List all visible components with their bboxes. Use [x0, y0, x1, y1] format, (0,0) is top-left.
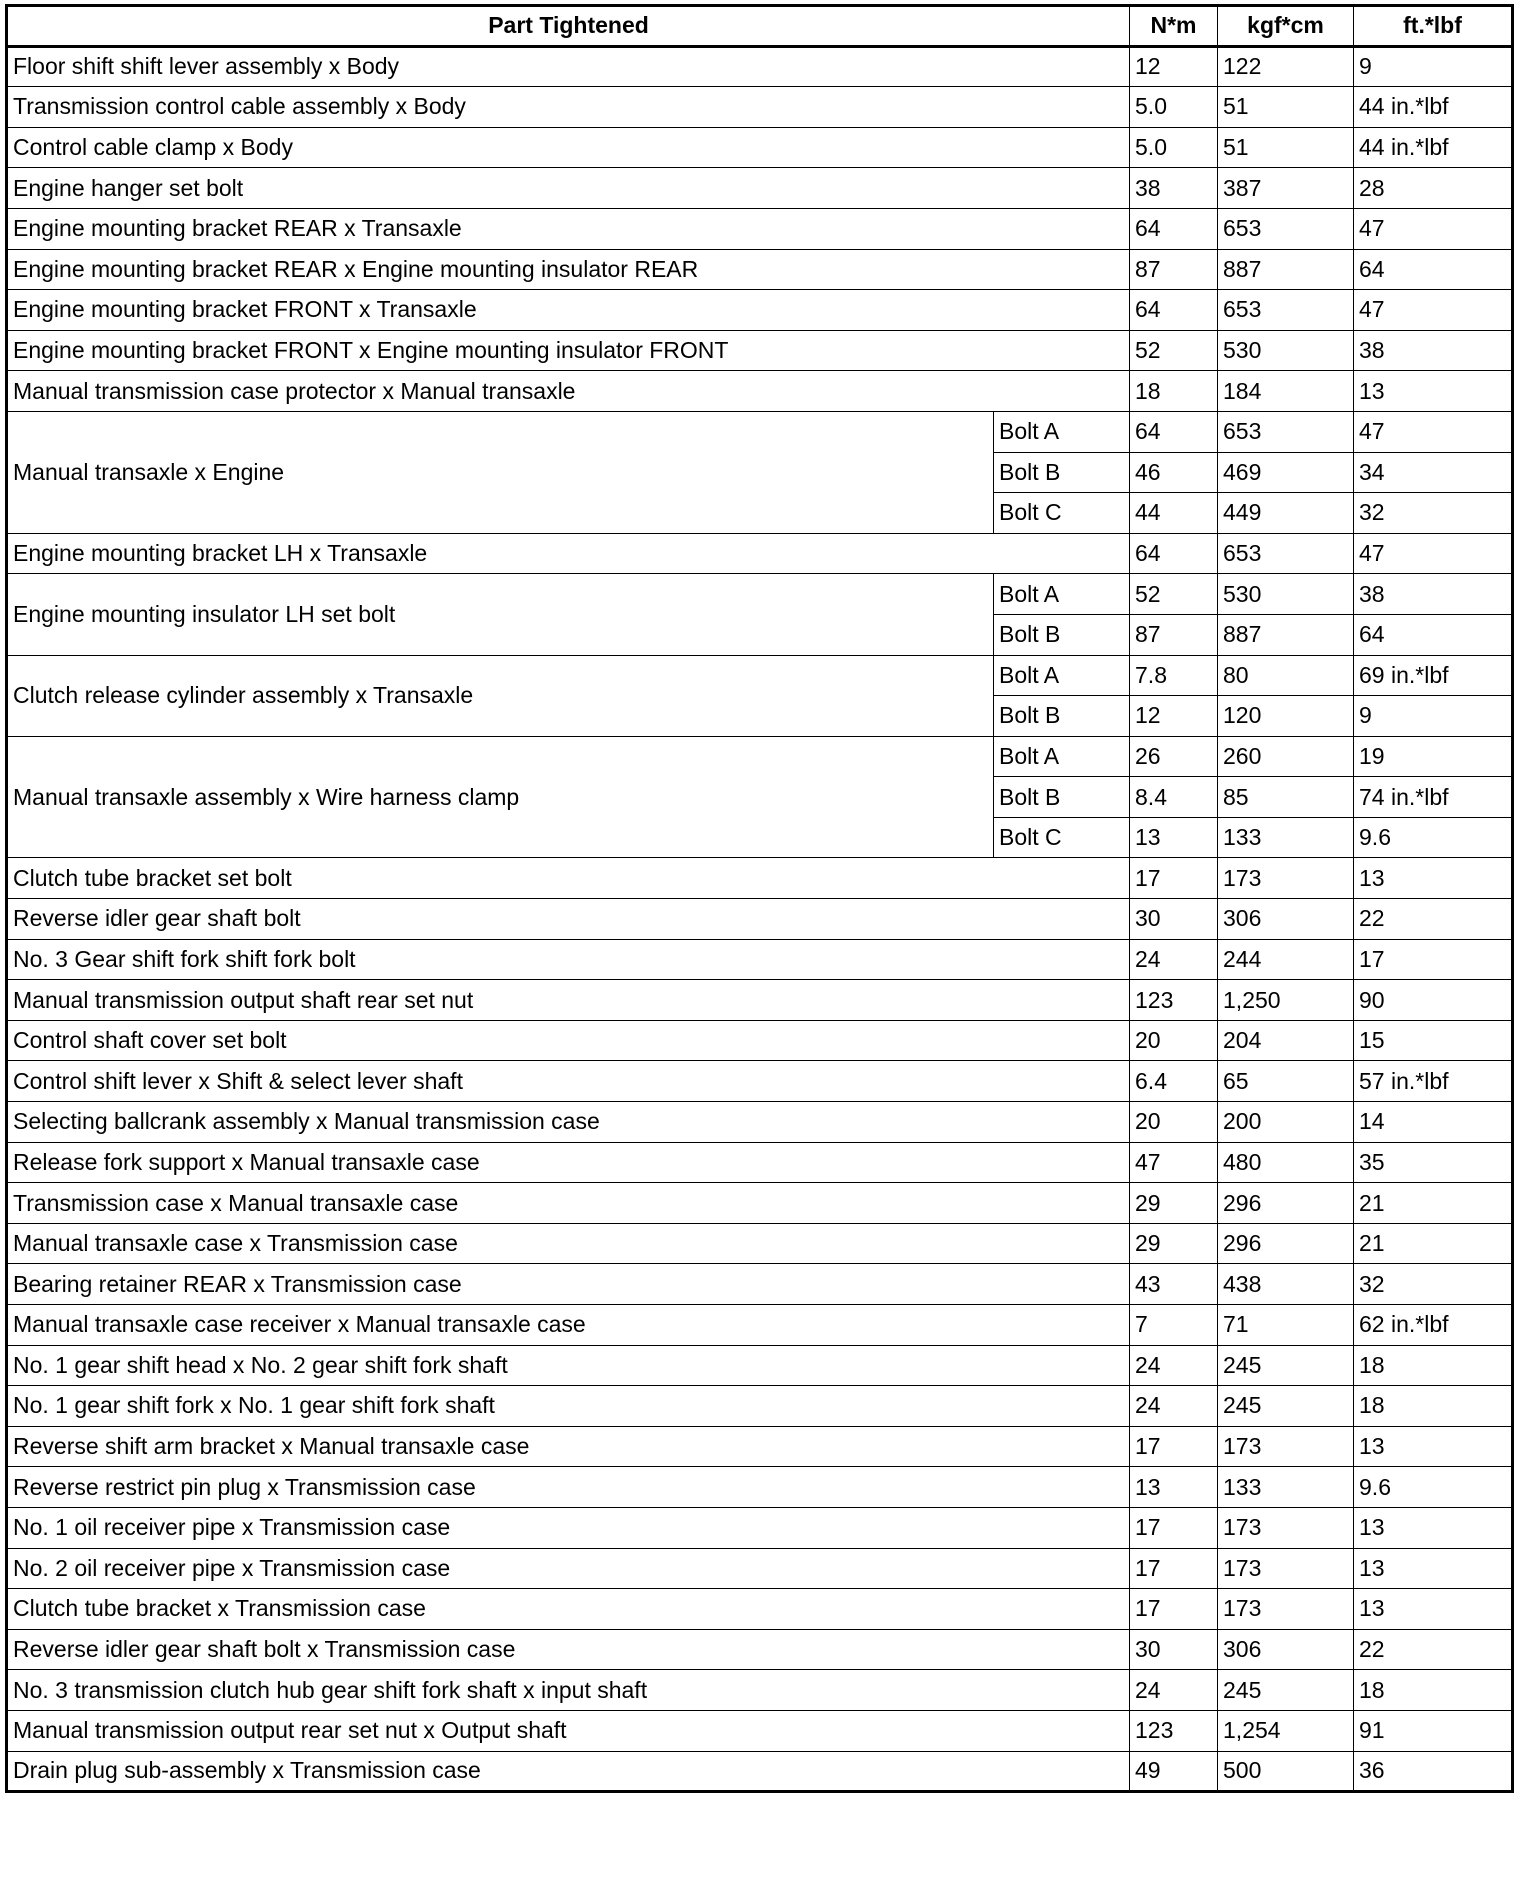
bolt-cell: Bolt C — [994, 817, 1130, 858]
kgf-cell: 387 — [1218, 168, 1354, 209]
kgf-cell: 173 — [1218, 1589, 1354, 1630]
kgf-cell: 500 — [1218, 1751, 1354, 1792]
kgf-cell: 1,254 — [1218, 1710, 1354, 1751]
nm-cell: 24 — [1130, 1345, 1218, 1386]
nm-cell: 52 — [1130, 330, 1218, 371]
ft-cell: 15 — [1354, 1020, 1513, 1061]
part-cell: Selecting ballcrank assembly x Manual transmission case — [7, 1102, 1130, 1143]
table-row — [7, 980, 1513, 1021]
header-kgf-cm: kgf*cm — [1218, 6, 1354, 47]
nm-cell: 64 — [1130, 411, 1218, 452]
nm-cell: 47 — [1130, 1142, 1218, 1183]
table-row — [7, 168, 1513, 209]
table-row — [7, 899, 1513, 940]
ft-cell: 22 — [1354, 899, 1513, 940]
part-cell: Manual transmission case protector x Manual transaxle — [7, 371, 1130, 412]
bolt-cell: Bolt B — [994, 777, 1130, 818]
table-row — [7, 1345, 1513, 1386]
bolt-cell: Bolt B — [994, 452, 1130, 493]
part-cell: No. 3 transmission clutch hub gear shift fork shaft x input shaft — [7, 1670, 1130, 1711]
table-body — [7, 46, 1513, 1792]
nm-cell: 17 — [1130, 1589, 1218, 1630]
kgf-cell: 85 — [1218, 777, 1354, 818]
ft-cell: 28 — [1354, 168, 1513, 209]
kgf-cell: 653 — [1218, 208, 1354, 249]
nm-cell: 13 — [1130, 1467, 1218, 1508]
table-row — [7, 208, 1513, 249]
ft-cell: 34 — [1354, 452, 1513, 493]
header-ft-lbf: ft.*lbf — [1354, 6, 1513, 47]
bolt-cell: Bolt B — [994, 614, 1130, 655]
table-row — [7, 1710, 1513, 1751]
nm-cell: 64 — [1130, 533, 1218, 574]
nm-cell: 24 — [1130, 939, 1218, 980]
ft-cell: 47 — [1354, 208, 1513, 249]
part-cell: No. 3 Gear shift fork shift fork bolt — [7, 939, 1130, 980]
nm-cell: 29 — [1130, 1223, 1218, 1264]
ft-cell: 17 — [1354, 939, 1513, 980]
part-cell: Manual transaxle case x Transmission case — [7, 1223, 1130, 1264]
kgf-cell: 306 — [1218, 1629, 1354, 1670]
nm-cell: 7 — [1130, 1305, 1218, 1346]
table-row — [7, 574, 1513, 615]
part-cell: Engine mounting bracket FRONT x Engine mounting insulator FRONT — [7, 330, 1130, 371]
nm-cell: 87 — [1130, 249, 1218, 290]
kgf-cell: 480 — [1218, 1142, 1354, 1183]
ft-cell: 21 — [1354, 1183, 1513, 1224]
part-cell: Release fork support x Manual transaxle case — [7, 1142, 1130, 1183]
table-row — [7, 1589, 1513, 1630]
part-cell: Manual transaxle case receiver x Manual transaxle case — [7, 1305, 1130, 1346]
table-row — [7, 1264, 1513, 1305]
nm-cell: 8.4 — [1130, 777, 1218, 818]
kgf-cell: 120 — [1218, 696, 1354, 737]
kgf-cell: 245 — [1218, 1345, 1354, 1386]
ft-cell: 47 — [1354, 411, 1513, 452]
part-cell: Reverse shift arm bracket x Manual transaxle case — [7, 1426, 1130, 1467]
kgf-cell: 122 — [1218, 46, 1354, 87]
nm-cell: 44 — [1130, 493, 1218, 534]
header-row — [7, 6, 1513, 47]
part-cell: Clutch release cylinder assembly x Transaxle — [7, 655, 994, 736]
kgf-cell: 80 — [1218, 655, 1354, 696]
table-row — [7, 1507, 1513, 1548]
part-cell: Control shift lever x Shift & select lever shaft — [7, 1061, 1130, 1102]
nm-cell: 87 — [1130, 614, 1218, 655]
ft-cell: 44 in.*lbf — [1354, 127, 1513, 168]
part-cell: Reverse idler gear shaft bolt x Transmission case — [7, 1629, 1130, 1670]
bolt-cell: Bolt A — [994, 736, 1130, 777]
nm-cell: 12 — [1130, 46, 1218, 87]
nm-cell: 38 — [1130, 168, 1218, 209]
nm-cell: 49 — [1130, 1751, 1218, 1792]
kgf-cell: 653 — [1218, 533, 1354, 574]
table-row — [7, 1386, 1513, 1427]
nm-cell: 123 — [1130, 1710, 1218, 1751]
nm-cell: 6.4 — [1130, 1061, 1218, 1102]
nm-cell: 46 — [1130, 452, 1218, 493]
kgf-cell: 296 — [1218, 1183, 1354, 1224]
nm-cell: 7.8 — [1130, 655, 1218, 696]
ft-cell: 9 — [1354, 46, 1513, 87]
table-row — [7, 1751, 1513, 1792]
bolt-cell: Bolt A — [994, 411, 1130, 452]
nm-cell: 29 — [1130, 1183, 1218, 1224]
ft-cell: 18 — [1354, 1670, 1513, 1711]
ft-cell: 44 in.*lbf — [1354, 87, 1513, 128]
ft-cell: 18 — [1354, 1386, 1513, 1427]
kgf-cell: 184 — [1218, 371, 1354, 412]
nm-cell: 18 — [1130, 371, 1218, 412]
table-row — [7, 1223, 1513, 1264]
nm-cell: 26 — [1130, 736, 1218, 777]
ft-cell: 13 — [1354, 1426, 1513, 1467]
table-row — [7, 736, 1513, 777]
part-cell: Floor shift shift lever assembly x Body — [7, 46, 1130, 87]
bolt-cell: Bolt A — [994, 574, 1130, 615]
kgf-cell: 887 — [1218, 249, 1354, 290]
nm-cell: 12 — [1130, 696, 1218, 737]
table-row — [7, 939, 1513, 980]
ft-cell: 47 — [1354, 533, 1513, 574]
part-cell: Reverse idler gear shaft bolt — [7, 899, 1130, 940]
ft-cell: 22 — [1354, 1629, 1513, 1670]
kgf-cell: 133 — [1218, 1467, 1354, 1508]
table-header — [7, 6, 1513, 47]
part-cell: Clutch tube bracket set bolt — [7, 858, 1130, 899]
kgf-cell: 173 — [1218, 1426, 1354, 1467]
part-cell: Engine mounting insulator LH set bolt — [7, 574, 994, 655]
table-row — [7, 1629, 1513, 1670]
kgf-cell: 260 — [1218, 736, 1354, 777]
part-cell: Clutch tube bracket x Transmission case — [7, 1589, 1130, 1630]
ft-cell: 38 — [1354, 574, 1513, 615]
table-row — [7, 858, 1513, 899]
kgf-cell: 438 — [1218, 1264, 1354, 1305]
kgf-cell: 469 — [1218, 452, 1354, 493]
ft-cell: 14 — [1354, 1102, 1513, 1143]
nm-cell: 20 — [1130, 1102, 1218, 1143]
table-row — [7, 1020, 1513, 1061]
part-cell: No. 2 oil receiver pipe x Transmission case — [7, 1548, 1130, 1589]
table-row — [7, 655, 1513, 696]
table-row — [7, 46, 1513, 87]
torque-spec-table — [5, 4, 1514, 1793]
nm-cell: 5.0 — [1130, 127, 1218, 168]
table-row — [7, 533, 1513, 574]
table-row — [7, 249, 1513, 290]
nm-cell: 43 — [1130, 1264, 1218, 1305]
nm-cell: 17 — [1130, 858, 1218, 899]
ft-cell: 13 — [1354, 858, 1513, 899]
ft-cell: 13 — [1354, 1507, 1513, 1548]
nm-cell: 24 — [1130, 1386, 1218, 1427]
part-cell: Reverse restrict pin plug x Transmission case — [7, 1467, 1130, 1508]
table-row — [7, 371, 1513, 412]
kgf-cell: 530 — [1218, 574, 1354, 615]
ft-cell: 91 — [1354, 1710, 1513, 1751]
ft-cell: 38 — [1354, 330, 1513, 371]
bolt-cell: Bolt A — [994, 655, 1130, 696]
nm-cell: 64 — [1130, 208, 1218, 249]
table-row — [7, 1142, 1513, 1183]
ft-cell: 32 — [1354, 1264, 1513, 1305]
ft-cell: 36 — [1354, 1751, 1513, 1792]
table-row — [7, 1548, 1513, 1589]
part-cell: Manual transmission output shaft rear set nut — [7, 980, 1130, 1021]
part-cell: Manual transaxle assembly x Wire harness clamp — [7, 736, 994, 858]
part-cell: Manual transmission output rear set nut x Output shaft — [7, 1710, 1130, 1751]
table-row — [7, 127, 1513, 168]
table-row — [7, 1183, 1513, 1224]
kgf-cell: 173 — [1218, 858, 1354, 899]
part-cell: Drain plug sub-assembly x Transmission case — [7, 1751, 1130, 1792]
kgf-cell: 173 — [1218, 1507, 1354, 1548]
ft-cell: 19 — [1354, 736, 1513, 777]
bolt-cell: Bolt B — [994, 696, 1130, 737]
nm-cell: 52 — [1130, 574, 1218, 615]
kgf-cell: 71 — [1218, 1305, 1354, 1346]
table-row — [7, 1061, 1513, 1102]
nm-cell: 64 — [1130, 290, 1218, 331]
ft-cell: 13 — [1354, 371, 1513, 412]
ft-cell: 21 — [1354, 1223, 1513, 1264]
nm-cell: 123 — [1130, 980, 1218, 1021]
ft-cell: 74 in.*lbf — [1354, 777, 1513, 818]
part-cell: Engine mounting bracket LH x Transaxle — [7, 533, 1130, 574]
part-cell: Manual transaxle x Engine — [7, 411, 994, 533]
table-row — [7, 290, 1513, 331]
part-cell: Engine mounting bracket REAR x Transaxle — [7, 208, 1130, 249]
nm-cell: 24 — [1130, 1670, 1218, 1711]
table-row — [7, 1102, 1513, 1143]
nm-cell: 30 — [1130, 1629, 1218, 1670]
nm-cell: 13 — [1130, 817, 1218, 858]
kgf-cell: 245 — [1218, 1386, 1354, 1427]
kgf-cell: 173 — [1218, 1548, 1354, 1589]
kgf-cell: 1,250 — [1218, 980, 1354, 1021]
table-row — [7, 1670, 1513, 1711]
ft-cell: 13 — [1354, 1589, 1513, 1630]
ft-cell: 64 — [1354, 249, 1513, 290]
nm-cell: 5.0 — [1130, 87, 1218, 128]
ft-cell: 9 — [1354, 696, 1513, 737]
part-cell: Bearing retainer REAR x Transmission case — [7, 1264, 1130, 1305]
part-cell: Engine hanger set bolt — [7, 168, 1130, 209]
kgf-cell: 449 — [1218, 493, 1354, 534]
kgf-cell: 133 — [1218, 817, 1354, 858]
kgf-cell: 306 — [1218, 899, 1354, 940]
part-cell: No. 1 gear shift head x No. 2 gear shift fork shaft — [7, 1345, 1130, 1386]
kgf-cell: 244 — [1218, 939, 1354, 980]
kgf-cell: 51 — [1218, 87, 1354, 128]
nm-cell: 17 — [1130, 1507, 1218, 1548]
table-row — [7, 1467, 1513, 1508]
table-row — [7, 87, 1513, 128]
kgf-cell: 204 — [1218, 1020, 1354, 1061]
kgf-cell: 530 — [1218, 330, 1354, 371]
kgf-cell: 65 — [1218, 1061, 1354, 1102]
table-row — [7, 1426, 1513, 1467]
ft-cell: 69 in.*lbf — [1354, 655, 1513, 696]
ft-cell: 9.6 — [1354, 817, 1513, 858]
ft-cell: 90 — [1354, 980, 1513, 1021]
ft-cell: 62 in.*lbf — [1354, 1305, 1513, 1346]
header-part-tightened: Part Tightened — [7, 6, 1130, 47]
part-cell: Transmission case x Manual transaxle case — [7, 1183, 1130, 1224]
ft-cell: 32 — [1354, 493, 1513, 534]
kgf-cell: 887 — [1218, 614, 1354, 655]
kgf-cell: 200 — [1218, 1102, 1354, 1143]
part-cell: No. 1 oil receiver pipe x Transmission case — [7, 1507, 1130, 1548]
nm-cell: 20 — [1130, 1020, 1218, 1061]
kgf-cell: 296 — [1218, 1223, 1354, 1264]
part-cell: No. 1 gear shift fork x No. 1 gear shift fork shaft — [7, 1386, 1130, 1427]
ft-cell: 47 — [1354, 290, 1513, 331]
table-row — [7, 411, 1513, 452]
ft-cell: 9.6 — [1354, 1467, 1513, 1508]
kgf-cell: 51 — [1218, 127, 1354, 168]
part-cell: Engine mounting bracket REAR x Engine mounting insulator REAR — [7, 249, 1130, 290]
ft-cell: 64 — [1354, 614, 1513, 655]
table-row — [7, 330, 1513, 371]
bolt-cell: Bolt C — [994, 493, 1130, 534]
kgf-cell: 653 — [1218, 290, 1354, 331]
kgf-cell: 245 — [1218, 1670, 1354, 1711]
kgf-cell: 653 — [1218, 411, 1354, 452]
part-cell: Control cable clamp x Body — [7, 127, 1130, 168]
nm-cell: 17 — [1130, 1548, 1218, 1589]
table-row — [7, 1305, 1513, 1346]
ft-cell: 57 in.*lbf — [1354, 1061, 1513, 1102]
part-cell: Control shaft cover set bolt — [7, 1020, 1130, 1061]
header-nm: N*m — [1130, 6, 1218, 47]
nm-cell: 17 — [1130, 1426, 1218, 1467]
part-cell: Engine mounting bracket FRONT x Transaxle — [7, 290, 1130, 331]
ft-cell: 13 — [1354, 1548, 1513, 1589]
nm-cell: 30 — [1130, 899, 1218, 940]
part-cell: Transmission control cable assembly x Body — [7, 87, 1130, 128]
ft-cell: 35 — [1354, 1142, 1513, 1183]
ft-cell: 18 — [1354, 1345, 1513, 1386]
